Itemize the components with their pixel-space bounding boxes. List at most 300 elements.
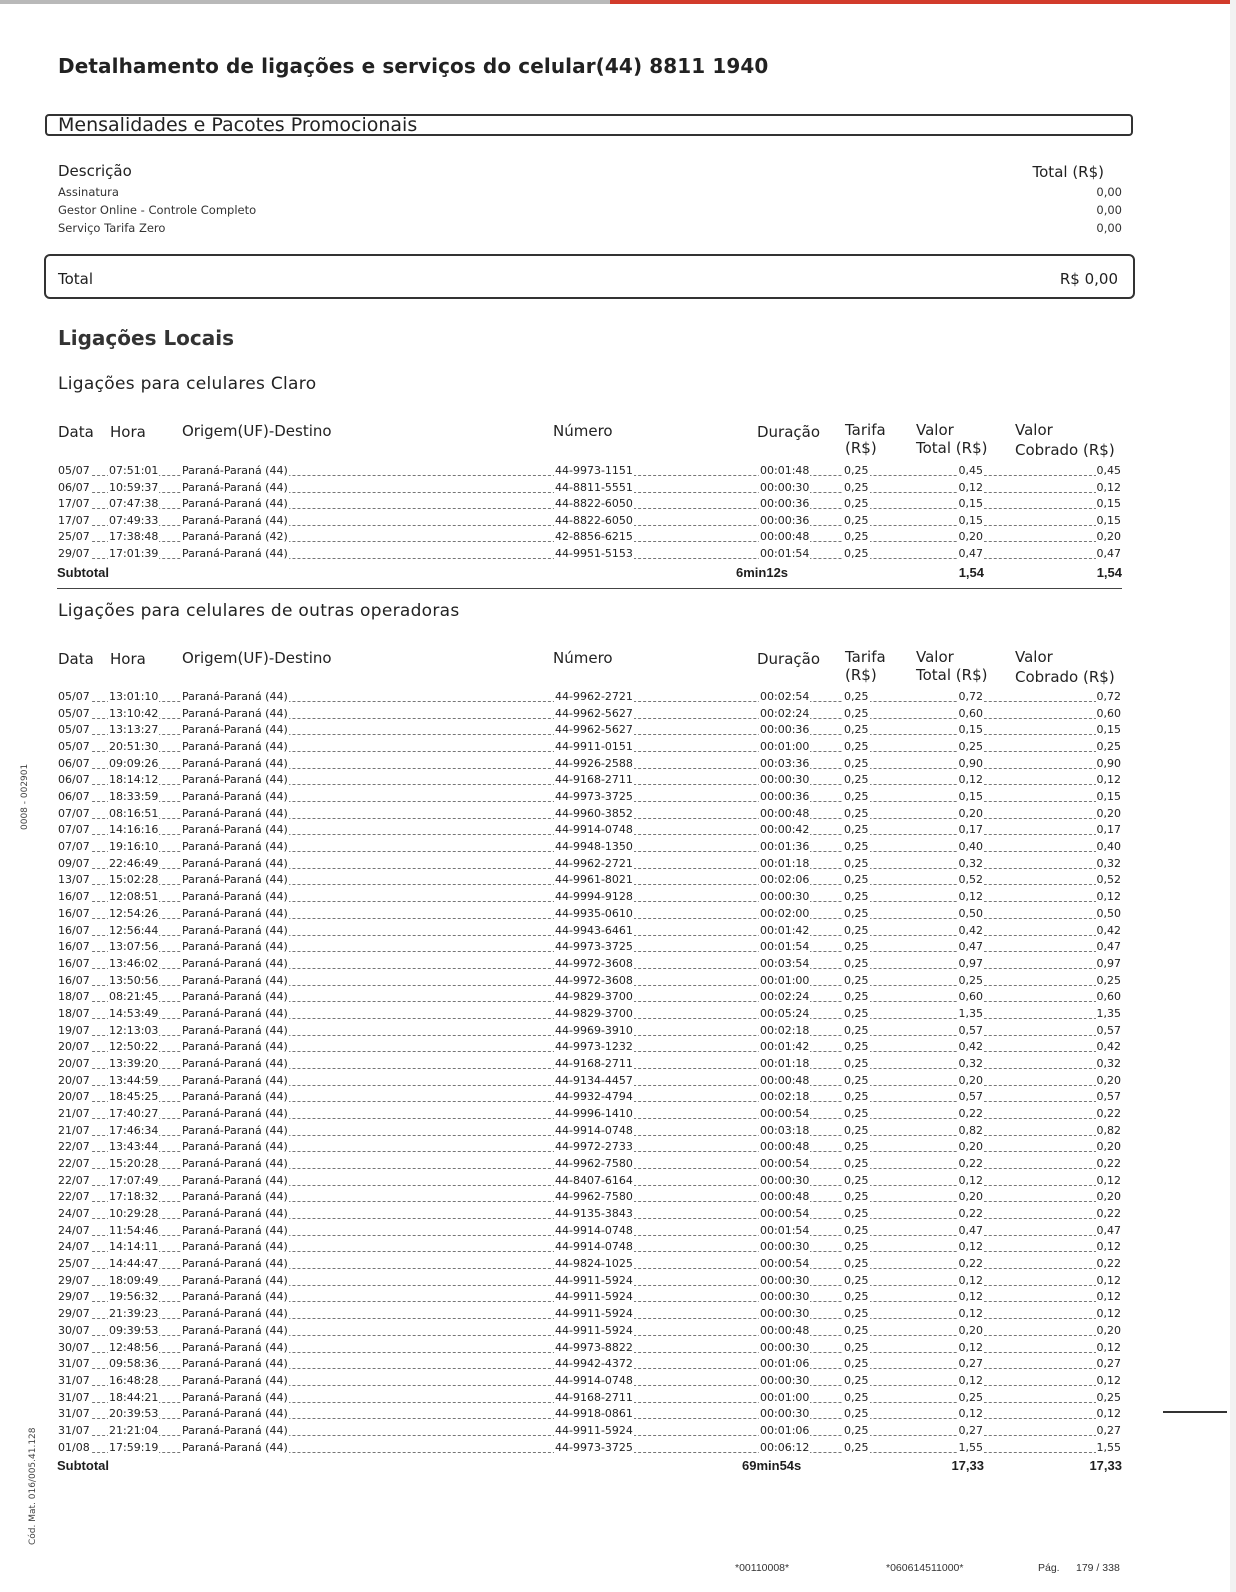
row-duracao: 00:03:54 xyxy=(760,956,810,970)
row-duracao: 00:02:06 xyxy=(760,873,810,887)
row-valor-total: 0,20 xyxy=(958,1190,983,1204)
row-hora: 12:54:26 xyxy=(109,906,159,920)
row-valor-cobrado: 0,20 xyxy=(1096,806,1121,820)
row-valor-total: 0,15 xyxy=(958,513,983,527)
row-origem-destino: Paraná-Paraná (44) xyxy=(182,1006,288,1020)
row-hora: 09:09:26 xyxy=(109,756,159,770)
row-hora: 07:49:33 xyxy=(109,513,159,527)
top-accent-bar xyxy=(610,0,1236,4)
row-hora: 19:56:32 xyxy=(109,1290,159,1304)
row-valor-total: 0,22 xyxy=(958,1157,983,1171)
row-hora: 14:16:16 xyxy=(109,823,159,837)
row-origem-destino: Paraná-Paraná (44) xyxy=(182,990,288,1004)
row-valor-total: 0,42 xyxy=(958,1040,983,1054)
call-row xyxy=(57,956,1122,972)
row-valor-total: 0,22 xyxy=(958,1107,983,1120)
row-tarifa: 0,25 xyxy=(844,890,869,904)
call-row xyxy=(57,1206,1122,1222)
call-row xyxy=(57,889,1122,905)
row-numero: 44-8811-5551 xyxy=(555,480,633,494)
row-duracao: 00:02:24 xyxy=(760,706,810,720)
row-valor-total: 0,17 xyxy=(958,823,983,837)
call-row xyxy=(57,806,1122,822)
mensalidade-row xyxy=(58,185,1122,203)
row-origem-destino: Paraná-Paraná (44) xyxy=(182,956,288,970)
row-hora: 13:07:56 xyxy=(109,940,159,954)
call-row xyxy=(57,1306,1122,1322)
row-valor-cobrado: 0,72 xyxy=(1096,690,1121,703)
row-hora: 17:46:34 xyxy=(109,1123,159,1137)
row-valor-total: 0,27 xyxy=(958,1423,983,1437)
row-valor-cobrado: 0,42 xyxy=(1096,1040,1121,1054)
row-valor-cobrado: 0,15 xyxy=(1096,497,1121,510)
row-data: 06/07 xyxy=(58,480,90,494)
row-hora: 10:29:28 xyxy=(109,1207,159,1221)
row-tarifa: 0,25 xyxy=(844,723,869,737)
row-valor-cobrado: 0,20 xyxy=(1096,1140,1121,1154)
row-data: 31/07 xyxy=(58,1390,90,1404)
call-row xyxy=(57,973,1122,989)
row-numero: 44-9996-1410 xyxy=(555,1107,633,1120)
side-code-top: 0008 - 002901 xyxy=(20,763,30,830)
mensalidade-total: 0,00 xyxy=(1096,203,1122,217)
call-row xyxy=(57,1440,1122,1456)
row-origem-destino: Paraná-Paraná (44) xyxy=(182,1107,288,1120)
row-hora: 12:56:44 xyxy=(109,923,159,937)
row-duracao: 00:03:18 xyxy=(760,1123,810,1137)
col-tarifa-unit: (R$) xyxy=(845,666,877,684)
row-duracao: 00:00:54 xyxy=(760,1107,810,1120)
row-data: 16/07 xyxy=(58,890,90,904)
call-row xyxy=(57,1390,1122,1406)
row-valor-cobrado: 0,47 xyxy=(1096,546,1121,560)
row-valor-cobrado: 0,25 xyxy=(1096,740,1121,754)
row-tarifa: 0,25 xyxy=(844,1090,869,1104)
row-hora: 12:13:03 xyxy=(109,1023,159,1037)
row-valor-total: 0,45 xyxy=(958,464,983,477)
side-marker xyxy=(1163,1411,1227,1413)
row-hora: 17:07:49 xyxy=(109,1173,159,1187)
row-valor-total: 0,72 xyxy=(958,690,983,703)
mensalidade-descricao: Assinatura xyxy=(58,185,119,199)
row-valor-total: 0,47 xyxy=(958,546,983,560)
row-tarifa: 0,25 xyxy=(844,806,869,820)
row-duracao: 00:00:48 xyxy=(760,1140,810,1154)
subtotal-duracao: 6min12s xyxy=(736,565,789,580)
row-hora: 10:59:37 xyxy=(109,480,159,494)
row-origem-destino: Paraná-Paraná (44) xyxy=(182,1373,288,1387)
row-valor-cobrado: 0,20 xyxy=(1096,1190,1121,1204)
row-data: 05/07 xyxy=(58,464,90,477)
col-valor-total-unit: Total (R$) xyxy=(916,439,988,457)
row-valor-cobrado: 0,20 xyxy=(1096,530,1121,543)
row-data: 18/07 xyxy=(58,990,90,1004)
call-row xyxy=(57,1039,1122,1055)
row-data: 20/07 xyxy=(58,1073,90,1087)
call-row xyxy=(57,1189,1122,1205)
call-row xyxy=(57,1006,1122,1022)
row-tarifa: 0,25 xyxy=(844,856,869,870)
row-hora: 15:02:28 xyxy=(109,873,159,887)
call-row xyxy=(57,529,1122,545)
row-valor-cobrado: 0,25 xyxy=(1096,973,1121,987)
row-valor-cobrado: 0,20 xyxy=(1096,1073,1121,1087)
row-valor-total: 0,47 xyxy=(958,940,983,954)
row-valor-cobrado: 0,82 xyxy=(1096,1123,1121,1137)
row-tarifa: 0,25 xyxy=(844,990,869,1004)
row-origem-destino: Paraná-Paraná (44) xyxy=(182,1390,288,1404)
row-tarifa: 0,25 xyxy=(844,1006,869,1020)
row-valor-total: 0,12 xyxy=(958,1373,983,1387)
row-numero: 42-8856-6215 xyxy=(555,530,633,543)
row-tarifa: 0,25 xyxy=(844,773,869,787)
call-row xyxy=(57,689,1122,705)
row-hora: 09:58:36 xyxy=(109,1357,159,1371)
row-hora: 12:48:56 xyxy=(109,1340,159,1354)
row-numero: 44-9962-2721 xyxy=(555,856,633,870)
row-tarifa: 0,25 xyxy=(844,690,869,703)
row-data: 05/07 xyxy=(58,740,90,754)
row-tarifa: 0,25 xyxy=(844,823,869,837)
row-origem-destino: Paraná-Paraná (44) xyxy=(182,1440,288,1454)
row-duracao: 00:00:30 xyxy=(760,890,810,904)
row-hora: 21:21:04 xyxy=(109,1423,159,1437)
row-data: 22/07 xyxy=(58,1173,90,1187)
row-valor-cobrado: 0,12 xyxy=(1096,480,1121,494)
mensalidade-total: 0,00 xyxy=(1096,221,1122,235)
row-numero: 44-9973-3725 xyxy=(555,1440,633,1454)
row-valor-cobrado: 0,12 xyxy=(1096,1340,1121,1354)
row-data: 09/07 xyxy=(58,856,90,870)
row-valor-cobrado: 0,12 xyxy=(1096,1373,1121,1387)
row-tarifa: 0,25 xyxy=(844,1390,869,1404)
call-row xyxy=(57,1356,1122,1372)
row-hora: 13:01:10 xyxy=(109,690,159,703)
row-hora: 13:43:44 xyxy=(109,1140,159,1154)
row-data: 20/07 xyxy=(58,1090,90,1104)
call-row xyxy=(57,856,1122,872)
mensalidade-descricao: Serviço Tarifa Zero xyxy=(58,221,166,235)
call-row xyxy=(57,480,1122,496)
row-duracao: 00:00:30 xyxy=(760,1340,810,1354)
col-data: Data xyxy=(58,423,94,441)
call-row xyxy=(57,1239,1122,1255)
row-duracao: 00:00:54 xyxy=(760,1257,810,1271)
claro-section-title: Ligações para celulares Claro xyxy=(58,374,317,394)
mensalidade-row xyxy=(58,203,1122,221)
call-row xyxy=(57,706,1122,722)
row-origem-destino: Paraná-Paraná (44) xyxy=(182,1073,288,1087)
row-origem-destino: Paraná-Paraná (44) xyxy=(182,823,288,837)
row-valor-cobrado: 0,12 xyxy=(1096,1307,1121,1321)
row-data: 16/07 xyxy=(58,906,90,920)
row-origem-destino: Paraná-Paraná (44) xyxy=(182,497,288,510)
call-row xyxy=(57,756,1122,772)
row-hora: 09:39:53 xyxy=(109,1323,159,1337)
row-origem-destino: Paraná-Paraná (44) xyxy=(182,1423,288,1437)
row-valor-total: 1,55 xyxy=(958,1440,983,1454)
call-row xyxy=(57,1106,1122,1122)
row-duracao: 00:00:48 xyxy=(760,530,810,543)
row-tarifa: 0,25 xyxy=(844,973,869,987)
row-data: 22/07 xyxy=(58,1157,90,1171)
row-duracao: 00:01:18 xyxy=(760,856,810,870)
row-data: 25/07 xyxy=(58,1257,90,1271)
row-valor-total: 0,12 xyxy=(958,1240,983,1254)
row-duracao: 00:00:48 xyxy=(760,1323,810,1337)
row-valor-cobrado: 0,12 xyxy=(1096,1273,1121,1287)
row-numero: 44-9911-5924 xyxy=(555,1273,633,1287)
row-valor-total: 0,20 xyxy=(958,1140,983,1154)
row-hora: 14:44:47 xyxy=(109,1257,159,1271)
row-numero: 44-9973-1232 xyxy=(555,1040,633,1054)
row-valor-total: 0,12 xyxy=(958,480,983,494)
row-duracao: 00:00:30 xyxy=(760,1173,810,1187)
row-duracao: 00:01:00 xyxy=(760,740,810,754)
footer-code-1: *00110008* xyxy=(735,1562,790,1574)
row-numero: 44-9134-4457 xyxy=(555,1073,633,1087)
row-valor-total: 0,52 xyxy=(958,873,983,887)
row-valor-total: 0,12 xyxy=(958,1407,983,1421)
call-row xyxy=(57,1056,1122,1072)
call-row xyxy=(57,1289,1122,1305)
row-duracao: 00:02:54 xyxy=(760,690,810,703)
row-numero: 44-9914-0748 xyxy=(555,1123,633,1137)
col-valor-total: Valor xyxy=(916,648,954,666)
call-row xyxy=(57,513,1122,529)
row-origem-destino: Paraná-Paraná (44) xyxy=(182,706,288,720)
call-row xyxy=(57,872,1122,888)
row-numero: 44-9914-0748 xyxy=(555,1223,633,1237)
row-origem-destino: Paraná-Paraná (44) xyxy=(182,1257,288,1271)
row-hora: 11:54:46 xyxy=(109,1223,159,1237)
row-tarifa: 0,25 xyxy=(844,1340,869,1354)
row-data: 16/07 xyxy=(58,956,90,970)
row-duracao: 00:02:00 xyxy=(760,906,810,920)
row-duracao: 00:00:30 xyxy=(760,1273,810,1287)
row-hora: 08:16:51 xyxy=(109,806,159,820)
row-duracao: 00:01:54 xyxy=(760,940,810,954)
row-valor-total: 0,25 xyxy=(958,973,983,987)
row-tarifa: 0,25 xyxy=(844,1207,869,1221)
call-row xyxy=(57,496,1122,512)
col-tarifa: Tarifa xyxy=(845,648,886,666)
row-duracao: 00:01:06 xyxy=(760,1357,810,1371)
subtotal-duracao: 69min54s xyxy=(742,1458,802,1473)
call-row xyxy=(57,839,1122,855)
row-numero: 44-9951-5153 xyxy=(555,546,633,560)
row-duracao: 00:00:36 xyxy=(760,723,810,737)
col-duracao: Duração xyxy=(757,423,821,441)
col-tarifa-unit: (R$) xyxy=(845,439,877,457)
col-valor-cobrado: Valor xyxy=(1015,421,1053,439)
row-tarifa: 0,25 xyxy=(844,1240,869,1254)
row-tarifa: 0,25 xyxy=(844,1323,869,1337)
row-tarifa: 0,25 xyxy=(844,1073,869,1087)
row-valor-cobrado: 0,52 xyxy=(1096,873,1121,887)
call-row xyxy=(57,1123,1122,1139)
row-tarifa: 0,25 xyxy=(844,873,869,887)
row-duracao: 00:02:18 xyxy=(760,1090,810,1104)
row-origem-destino: Paraná-Paraná (44) xyxy=(182,1207,288,1221)
row-origem-destino: Paraná-Paraná (44) xyxy=(182,1173,288,1187)
row-hora: 13:46:02 xyxy=(109,956,159,970)
side-code-bottom: Cód. Mat. 016/005.41.128 xyxy=(28,1427,38,1545)
row-valor-cobrado: 0,45 xyxy=(1096,464,1121,477)
row-valor-total: 0,90 xyxy=(958,756,983,770)
row-data: 31/07 xyxy=(58,1423,90,1437)
row-duracao: 00:00:30 xyxy=(760,1307,810,1321)
row-numero: 44-9168-2711 xyxy=(555,773,633,787)
row-origem-destino: Paraná-Paraná (44) xyxy=(182,1407,288,1421)
row-tarifa: 0,25 xyxy=(844,1123,869,1137)
row-valor-total: 0,12 xyxy=(958,1307,983,1321)
row-valor-cobrado: 0,40 xyxy=(1096,840,1121,854)
row-origem-destino: Paraná-Paraná (44) xyxy=(182,756,288,770)
row-numero: 44-9918-0861 xyxy=(555,1407,633,1421)
row-numero: 44-9972-3608 xyxy=(555,956,633,970)
row-tarifa: 0,25 xyxy=(844,1273,869,1287)
call-row xyxy=(57,989,1122,1005)
row-valor-cobrado: 0,50 xyxy=(1096,906,1121,920)
row-valor-cobrado: 0,27 xyxy=(1096,1357,1121,1371)
outras-subtotal-row xyxy=(57,1458,1122,1476)
row-data: 20/07 xyxy=(58,1040,90,1054)
call-row xyxy=(57,463,1122,479)
row-valor-total: 0,25 xyxy=(958,1390,983,1404)
row-origem-destino: Paraná-Paraná (44) xyxy=(182,1273,288,1287)
col-valor-total-unit: Total (R$) xyxy=(916,666,988,684)
row-tarifa: 0,25 xyxy=(844,546,869,560)
row-origem-destino: Paraná-Paraná (44) xyxy=(182,1190,288,1204)
row-valor-cobrado: 0,15 xyxy=(1096,790,1121,804)
row-numero: 44-9168-2711 xyxy=(555,1056,633,1070)
row-data: 31/07 xyxy=(58,1373,90,1387)
row-valor-cobrado: 0,15 xyxy=(1096,723,1121,737)
row-numero: 44-9972-2733 xyxy=(555,1140,633,1154)
call-row xyxy=(57,1023,1122,1039)
row-valor-total: 0,27 xyxy=(958,1357,983,1371)
row-data: 22/07 xyxy=(58,1140,90,1154)
call-row xyxy=(57,722,1122,738)
row-duracao: 00:00:30 xyxy=(760,1373,810,1387)
row-duracao: 00:01:54 xyxy=(760,1223,810,1237)
subtotal-valor-cobrado: 17,33 xyxy=(1089,1458,1122,1473)
row-numero: 44-9962-7580 xyxy=(555,1190,633,1204)
col-numero: Número xyxy=(553,649,613,667)
row-valor-total: 0,22 xyxy=(958,1257,983,1271)
row-duracao: 00:01:36 xyxy=(760,840,810,854)
row-duracao: 00:00:48 xyxy=(760,806,810,820)
call-row xyxy=(57,1256,1122,1272)
row-duracao: 00:02:24 xyxy=(760,990,810,1004)
row-origem-destino: Paraná-Paraná (44) xyxy=(182,513,288,527)
row-numero: 44-9973-8822 xyxy=(555,1340,633,1354)
row-tarifa: 0,25 xyxy=(844,1023,869,1037)
row-tarifa: 0,25 xyxy=(844,497,869,510)
row-data: 16/07 xyxy=(58,923,90,937)
row-tarifa: 0,25 xyxy=(844,790,869,804)
row-valor-total: 0,42 xyxy=(958,923,983,937)
row-numero: 44-9962-5627 xyxy=(555,706,633,720)
call-row xyxy=(57,1223,1122,1239)
row-data: 07/07 xyxy=(58,823,90,837)
row-valor-total: 0,20 xyxy=(958,1323,983,1337)
row-tarifa: 0,25 xyxy=(844,1056,869,1070)
row-valor-total: 0,97 xyxy=(958,956,983,970)
col-valor-cobrado: Valor xyxy=(1015,648,1053,666)
row-origem-destino: Paraná-Paraná (44) xyxy=(182,1240,288,1254)
row-tarifa: 0,25 xyxy=(844,1040,869,1054)
row-duracao: 00:01:00 xyxy=(760,973,810,987)
total-label: Total xyxy=(58,270,94,288)
row-numero: 44-9911-0151 xyxy=(555,740,633,754)
ligacoes-locais-title: Ligações Locais xyxy=(58,326,235,350)
row-numero: 44-9829-3700 xyxy=(555,1006,633,1020)
row-hora: 22:46:49 xyxy=(109,856,159,870)
row-numero: 44-9935-0610 xyxy=(555,906,633,920)
row-tarifa: 0,25 xyxy=(844,1373,869,1387)
col-descricao: Descrição xyxy=(58,162,132,180)
row-data: 16/07 xyxy=(58,973,90,987)
row-tarifa: 0,25 xyxy=(844,1140,869,1154)
call-row xyxy=(57,789,1122,805)
row-valor-cobrado: 0,12 xyxy=(1096,1240,1121,1254)
row-valor-cobrado: 0,60 xyxy=(1096,706,1121,720)
row-duracao: 00:00:48 xyxy=(760,1190,810,1204)
row-tarifa: 0,25 xyxy=(844,1307,869,1321)
row-origem-destino: Paraná-Paraná (44) xyxy=(182,906,288,920)
row-hora: 18:09:49 xyxy=(109,1273,159,1287)
row-origem-destino: Paraná-Paraná (44) xyxy=(182,840,288,854)
mensalidade-descricao: Gestor Online - Controle Completo xyxy=(58,203,257,217)
row-hora: 18:33:59 xyxy=(109,790,159,804)
row-valor-cobrado: 0,60 xyxy=(1096,990,1121,1004)
row-duracao: 00:00:54 xyxy=(760,1157,810,1171)
footer-code-2: *060614511000* xyxy=(886,1562,964,1574)
row-valor-cobrado: 0,12 xyxy=(1096,1407,1121,1421)
row-valor-total: 0,12 xyxy=(958,773,983,787)
row-origem-destino: Paraná-Paraná (44) xyxy=(182,1290,288,1304)
call-row xyxy=(57,1340,1122,1356)
row-tarifa: 0,25 xyxy=(844,756,869,770)
call-row xyxy=(57,939,1122,955)
row-duracao: 00:00:36 xyxy=(760,497,810,510)
row-valor-cobrado: 0,57 xyxy=(1096,1023,1121,1037)
col-hora: Hora xyxy=(110,423,146,441)
row-numero: 44-9960-3852 xyxy=(555,806,633,820)
row-numero: 44-9914-0748 xyxy=(555,823,633,837)
row-valor-total: 0,82 xyxy=(958,1123,983,1137)
row-duracao: 00:03:36 xyxy=(760,756,810,770)
row-valor-cobrado: 0,22 xyxy=(1096,1157,1121,1171)
row-tarifa: 0,25 xyxy=(844,740,869,754)
row-tarifa: 0,25 xyxy=(844,1257,869,1271)
row-numero: 44-9962-5627 xyxy=(555,723,633,737)
total-value: R$ 0,00 xyxy=(1059,270,1118,288)
subtotal-valor-total: 1,54 xyxy=(958,565,984,580)
row-duracao: 00:00:54 xyxy=(760,1207,810,1221)
row-hora: 17:38:48 xyxy=(109,530,159,543)
row-duracao: 00:00:42 xyxy=(760,823,810,837)
row-valor-cobrado: 0,90 xyxy=(1096,756,1121,770)
row-valor-cobrado: 0,25 xyxy=(1096,1390,1121,1404)
row-valor-total: 1,35 xyxy=(958,1006,983,1020)
row-origem-destino: Paraná-Paraná (44) xyxy=(182,973,288,987)
row-duracao: 00:00:36 xyxy=(760,790,810,804)
call-row xyxy=(57,1139,1122,1155)
row-numero: 44-9943-6461 xyxy=(555,923,633,937)
